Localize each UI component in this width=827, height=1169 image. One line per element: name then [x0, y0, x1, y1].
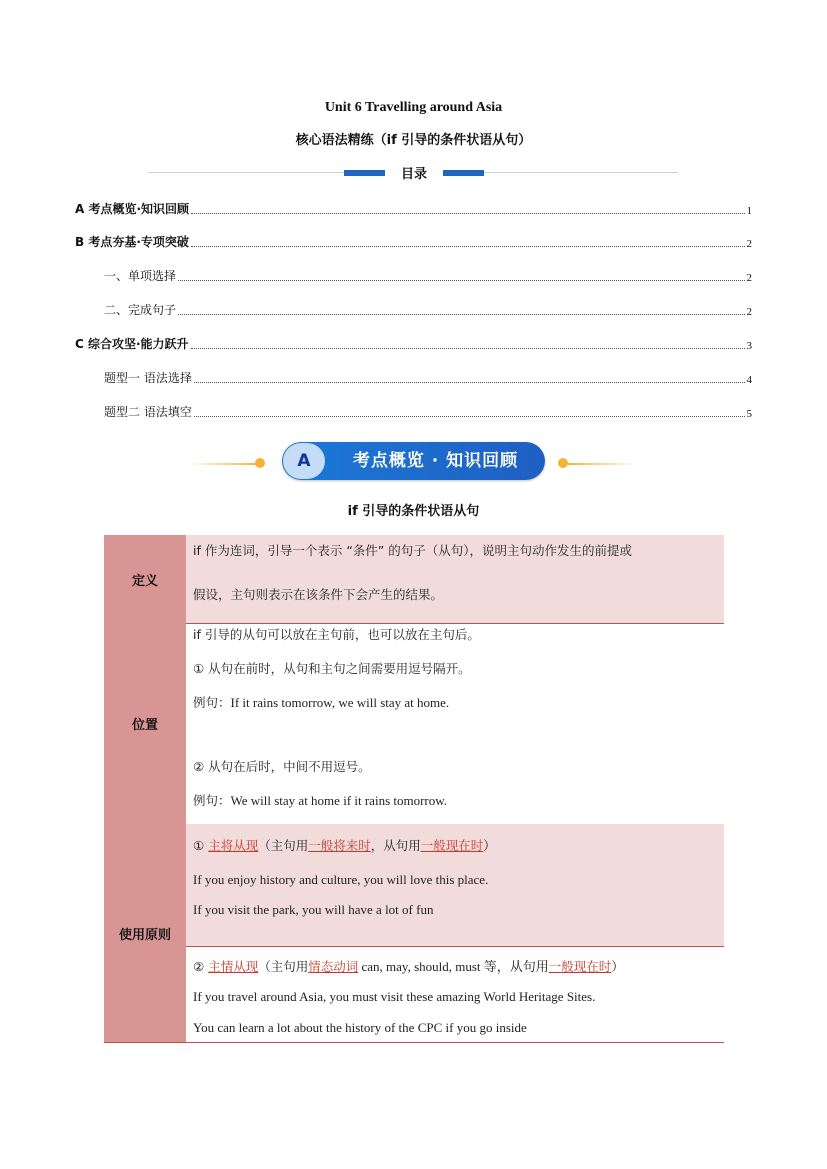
- rule-tense-clause: 一般现在时: [548, 959, 612, 974]
- toc-entry-text: 题型一 语法选择: [104, 371, 192, 385]
- rule-number: ①: [193, 838, 205, 853]
- toc-page-number: 2: [746, 272, 752, 284]
- toc-accent-left: [344, 170, 385, 176]
- toc-accent-right: [443, 170, 484, 176]
- row-body-definition: [186, 535, 724, 623]
- toc-entry-c1[interactable]: [104, 368, 752, 386]
- section-banner-text: 考点概览 · 知识回顾: [352, 451, 519, 471]
- toc-page-number: 5: [746, 408, 752, 420]
- toc-entry-text: 题型二 语法填空: [104, 405, 192, 419]
- example-sentence: If it rains tomorrow, we will stay at home.: [230, 695, 450, 710]
- position-line-1: if 引导的从句可以放在主句前，也可以放在主句后。: [193, 627, 480, 642]
- banner-dot-left: [255, 458, 265, 468]
- banner-dot-right: [558, 458, 568, 468]
- banner-line-left: [188, 463, 258, 465]
- lesson-subtitle: 核心语法精练（if 引导的条件状语从句）: [295, 133, 532, 148]
- toc-leader: [178, 313, 744, 315]
- usage-rule-1-block: [186, 824, 724, 947]
- toc-page-number: 2: [746, 238, 752, 250]
- definition-line-1: if 作为连词，引导一个表示 “条件” 的句子（从句），说明主句动作发生的前提或: [193, 543, 632, 558]
- unit-title: Unit 6 Travelling around Asia: [324, 100, 503, 115]
- toc-leader: [191, 245, 745, 247]
- toc-page-number: 4: [746, 374, 752, 386]
- rule-number: ②: [193, 959, 205, 974]
- definition-line-2: 假设，主句则表示在该条件下会产生的结果。: [193, 587, 444, 602]
- rule-keyword: 主情从现: [208, 959, 259, 974]
- usage-rule-1-example-2: If you visit the park, you will have a lot of fun: [193, 902, 434, 917]
- row-header-definition: 定义: [104, 535, 186, 623]
- toc-leader: [194, 381, 745, 383]
- toc-page-number: 2: [746, 306, 752, 318]
- usage-rule-1-heading: [193, 836, 496, 854]
- toc-heading: 目录: [385, 163, 443, 182]
- rule-text: can, may, should, must 等，从句用: [358, 959, 549, 974]
- rule-text: ）: [611, 959, 624, 974]
- row-header-position: 位置: [104, 623, 186, 824]
- usage-rule-2-example-2: You can learn a lot about the history of the CPC if you go inside: [193, 1020, 527, 1035]
- banner-line-right: [568, 463, 638, 465]
- rule-tense-clause: 一般现在时: [420, 838, 484, 853]
- toc-leader: [194, 415, 745, 417]
- toc-leader: [191, 347, 745, 349]
- usage-rule-1-example-1: If you enjoy history and culture, you will love this place.: [193, 872, 489, 887]
- position-example-2: [193, 791, 447, 809]
- example-label: 例句：: [193, 695, 231, 710]
- toc-entry-b[interactable]: [75, 232, 752, 250]
- toc-entry-b1[interactable]: [104, 266, 752, 284]
- toc-entry-text: B 考点夯基·专项突破: [75, 235, 189, 249]
- table-row-definition: [104, 535, 724, 624]
- toc-entry-text: 二、完成句子: [104, 303, 177, 317]
- row-header-usage: 使用原则: [104, 824, 186, 1043]
- toc-entry-text: A 考点概览·知识回顾: [75, 202, 190, 216]
- table-row-usage: [104, 824, 724, 1043]
- position-line-2: ① 从句在前时，从句和主句之间需要用逗号隔开。: [193, 661, 471, 676]
- usage-rule-2-heading: [193, 956, 624, 975]
- toc-page-number: 3: [746, 340, 752, 352]
- toc-entry-c2[interactable]: [104, 402, 752, 420]
- position-line-3: ② 从句在后时，中间不用逗号。: [193, 759, 371, 774]
- position-example-1: [193, 693, 449, 711]
- toc-entry-c[interactable]: [75, 334, 752, 352]
- rule-tense-main: 一般将来时: [308, 838, 371, 853]
- section-letter-badge: A: [283, 443, 325, 479]
- toc-entry-text: 一、单项选择: [104, 269, 177, 283]
- toc-entry-a[interactable]: [75, 199, 752, 217]
- section-title: if 引导的条件状语从句: [347, 504, 480, 519]
- row-body-usage: [186, 824, 724, 1043]
- usage-rule-2-example-1: If you travel around Asia, you must visit these amazing World Heritage Sites.: [193, 989, 596, 1004]
- rule-modal: 情态动词: [308, 959, 359, 974]
- toc-entry-b2[interactable]: [104, 300, 752, 318]
- toc-page-number: 1: [746, 205, 752, 217]
- toc-entry-text: C 综合攻坚·能力跃升: [75, 337, 189, 351]
- toc-leader: [191, 212, 744, 214]
- toc-leader: [178, 279, 744, 281]
- rule-text: ）: [483, 838, 496, 853]
- rule-text: ，从句用: [370, 838, 421, 853]
- rule-text: （主句用: [258, 959, 309, 974]
- rule-keyword: 主将从现: [208, 838, 259, 853]
- table-bottom-border: [104, 1042, 724, 1043]
- example-sentence: We will stay at home if it rains tomorrow.: [230, 793, 448, 808]
- row-body-position: [186, 623, 724, 824]
- table-row-position: [104, 623, 724, 825]
- example-label: 例句：: [193, 793, 231, 808]
- rule-text: （主句用: [258, 838, 309, 853]
